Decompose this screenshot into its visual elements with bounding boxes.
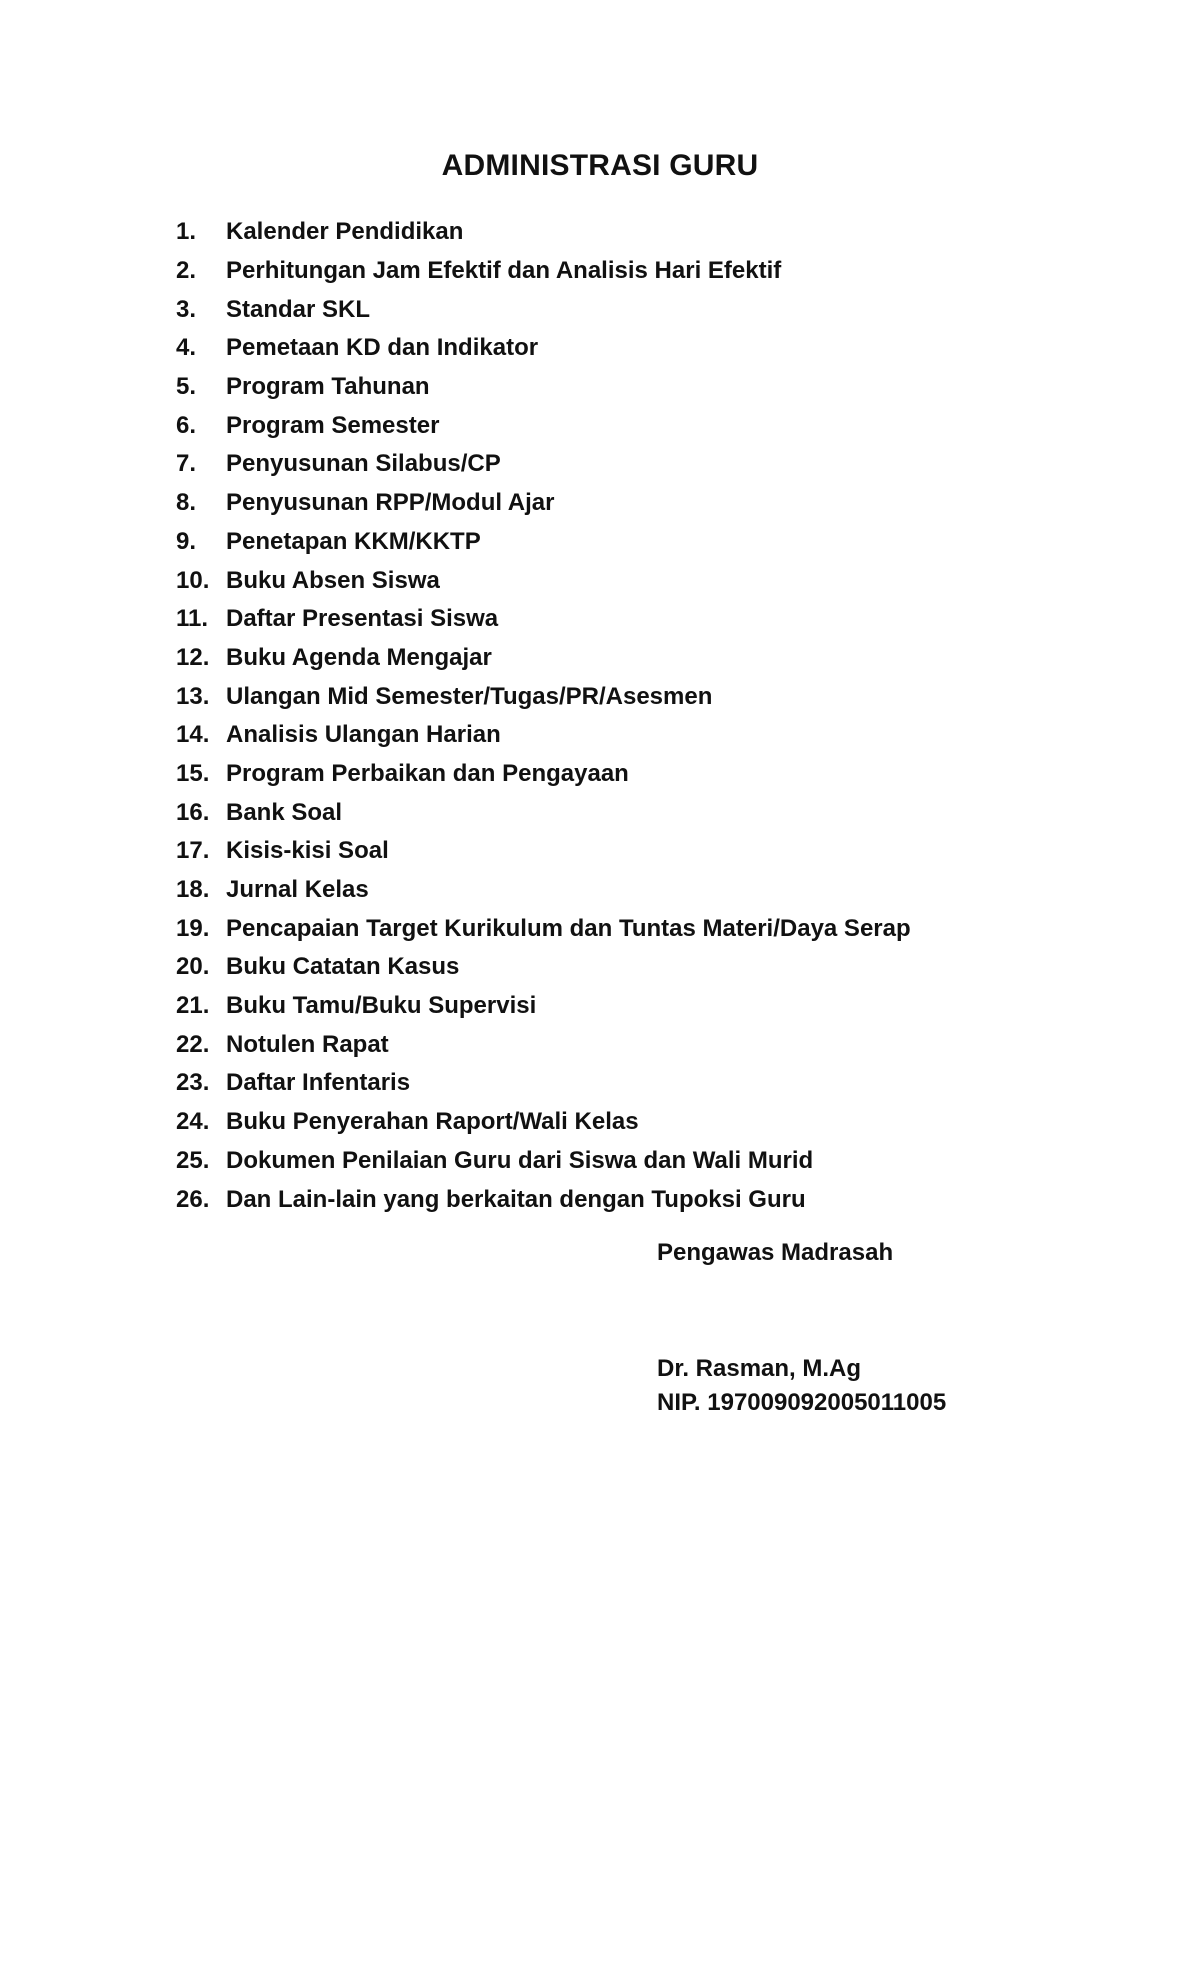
- item-text: Dan Lain-lain yang berkaitan dengan Tupoksi Guru: [226, 1185, 806, 1213]
- signature-nip: NIP. 197009092005011005: [657, 1389, 947, 1416]
- item-number: 23.: [176, 1069, 210, 1097]
- list-item: [176, 987, 911, 1026]
- item-text: Penetapan KKM/KKTP: [226, 527, 481, 555]
- item-text: Buku Agenda Mengajar: [226, 643, 492, 671]
- list-item: [176, 252, 911, 291]
- list-item: [176, 290, 911, 329]
- list-item: [176, 1142, 911, 1181]
- item-number: 8.: [176, 489, 197, 517]
- item-text: Daftar Infentaris: [226, 1069, 411, 1097]
- item-text: Penyusunan RPP/Modul Ajar: [226, 489, 555, 517]
- item-text: Pencapaian Target Kurikulum dan Tuntas Materi/Daya Serap: [226, 914, 911, 942]
- list-item: [176, 561, 911, 600]
- list-item: [176, 368, 911, 407]
- item-number: 16.: [176, 798, 210, 826]
- item-number: 1.: [176, 218, 197, 246]
- list-item: [176, 329, 911, 368]
- list-item: [176, 1103, 911, 1142]
- item-number: 7.: [176, 450, 197, 478]
- item-text: Buku Tamu/Buku Supervisi: [226, 992, 537, 1020]
- item-number: 15.: [176, 759, 210, 787]
- item-number: 26.: [176, 1185, 210, 1213]
- document-title: ADMINISTRASI GURU: [441, 149, 759, 182]
- item-text: Program Perbaikan dan Pengayaan: [226, 759, 629, 787]
- item-text: Standar SKL: [226, 295, 371, 323]
- list-item: [176, 213, 911, 252]
- item-text: Buku Catatan Kasus: [226, 953, 460, 981]
- administration-list: [176, 213, 911, 1219]
- item-number: 17.: [176, 837, 210, 865]
- signature-role: Pengawas Madrasah: [657, 1239, 894, 1266]
- item-number: 2.: [176, 257, 197, 285]
- list-item: [176, 445, 911, 484]
- list-item: [176, 909, 911, 948]
- list-item: [176, 1180, 911, 1219]
- item-number: 13.: [176, 682, 210, 710]
- item-text: Perhitungan Jam Efektif dan Analisis Hari Efektif: [226, 257, 782, 285]
- item-number: 20.: [176, 953, 210, 981]
- item-text: Penyusunan Silabus/CP: [226, 450, 501, 478]
- item-text: Kisis-kisi Soal: [226, 837, 389, 865]
- item-text: Pemetaan KD dan Indikator: [226, 334, 539, 362]
- item-text: Analisis Ulangan Harian: [226, 721, 501, 749]
- item-number: 14.: [176, 721, 210, 749]
- signature-block: [657, 1236, 946, 1420]
- list-item: [176, 1025, 911, 1064]
- list-item: [176, 755, 911, 794]
- list-item: [176, 832, 911, 871]
- list-item: [176, 523, 911, 562]
- item-text: Daftar Presentasi Siswa: [226, 605, 499, 633]
- item-number: 11.: [176, 605, 209, 633]
- list-item: [176, 871, 911, 910]
- item-text: Notulen Rapat: [226, 1030, 389, 1058]
- item-number: 24.: [176, 1108, 210, 1136]
- item-number: 3.: [176, 295, 197, 323]
- item-number: 10.: [176, 566, 210, 594]
- item-text: Dokumen Penilaian Guru dari Siswa dan Wali Murid: [226, 1146, 814, 1174]
- signature-name: Dr. Rasman, M.Ag: [657, 1355, 862, 1382]
- item-text: Buku Penyerahan Raport/Wali Kelas: [226, 1108, 639, 1136]
- list-item: [176, 793, 911, 832]
- item-number: 19.: [176, 914, 210, 942]
- list-item: [176, 677, 911, 716]
- item-text: Jurnal Kelas: [226, 876, 369, 904]
- item-number: 4.: [176, 334, 197, 362]
- item-text: Program Semester: [226, 411, 440, 439]
- item-number: 6.: [176, 411, 197, 439]
- list-item: [176, 716, 911, 755]
- item-text: Ulangan Mid Semester/Tugas/PR/Asesmen: [226, 682, 713, 710]
- list-item: [176, 484, 911, 523]
- list-item: [176, 948, 911, 987]
- item-number: 25.: [176, 1146, 210, 1174]
- list-item: [176, 639, 911, 678]
- item-text: Kalender Pendidikan: [226, 218, 464, 246]
- item-number: 18.: [176, 876, 210, 904]
- item-number: 12.: [176, 643, 210, 671]
- list-item: [176, 1064, 911, 1103]
- list-item: [176, 406, 911, 445]
- item-number: 9.: [176, 527, 197, 555]
- item-number: 21.: [176, 992, 210, 1020]
- item-number: 22.: [176, 1030, 210, 1058]
- item-text: Program Tahunan: [226, 373, 430, 401]
- item-number: 5.: [176, 373, 197, 401]
- item-text: Buku Absen Siswa: [226, 566, 440, 594]
- item-text: Bank Soal: [226, 798, 343, 826]
- list-item: [176, 600, 911, 639]
